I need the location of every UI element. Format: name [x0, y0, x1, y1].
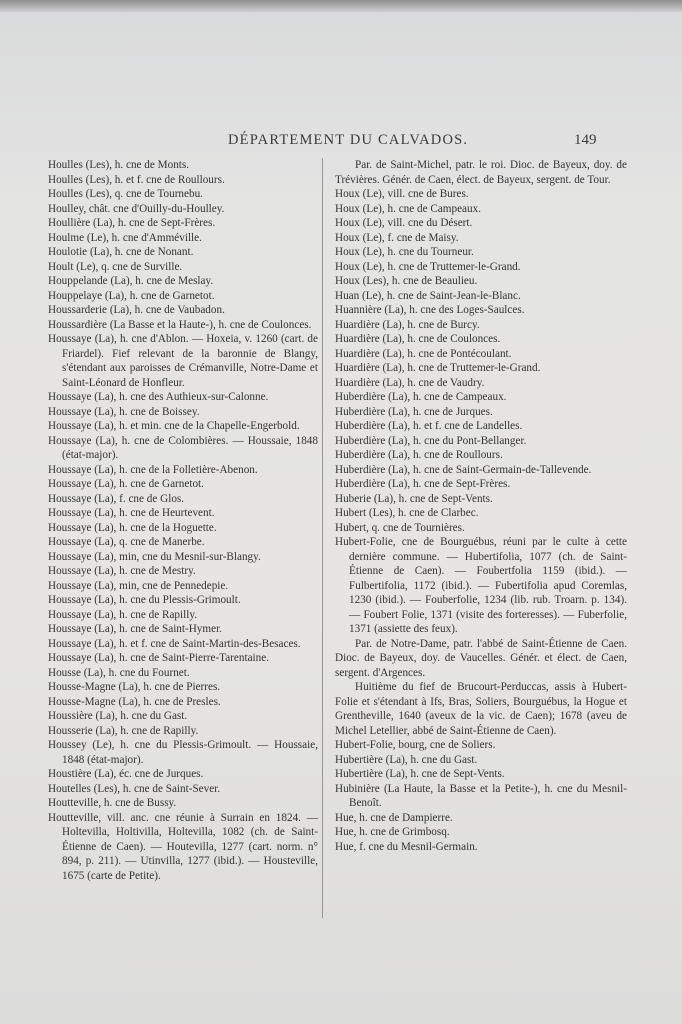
column-divider: [322, 158, 323, 918]
dictionary-entry: Huardière (La), h. cne de Vaudry.: [335, 376, 485, 389]
dictionary-entry: Houppelande (La), h. cne de Meslay.: [48, 275, 214, 287]
dictionary-entry: Huberdière (La), h. cne de Campeaux.: [335, 391, 507, 403]
dictionary-entry: Houssaye (La), h. cne des Authieux-sur-Calonne.: [48, 391, 269, 403]
dictionary-entry: Houssaye (La), min, cne du Mesnil-sur-Blangy.: [48, 550, 261, 563]
dictionary-entry: Huberdière (La), h. cne de Saint-Germain-de-Tallevende.: [335, 463, 592, 476]
dictionary-entry: Hue, h. cne de Grimbosq.: [335, 826, 450, 838]
dictionary-entry: Huberdière (La), h. cne du Pont-Bellanger.: [335, 434, 527, 447]
dictionary-entry: Huberdière (La), h. cne de Sept-Frères.: [335, 478, 511, 490]
dictionary-entry: Houlles (Les), h. et f. cne de Roullours.: [48, 173, 225, 186]
page-title: DÉPARTEMENT DU CALVADOS.: [228, 132, 469, 148]
dictionary-entry: Hoult (Le), q. cne de Surville.: [48, 260, 183, 273]
dictionary-entry: Houssaye (La), h. cne d'Ablon. — Hoxeia, v. 1260 (cart. de Friardel). Fief relevant de la baronnie de Blangy, s'étendant aux paroisses de Crémanville, Notre-Dame et Saint-Léonard de Honfleur.: [48, 333, 318, 389]
dictionary-entry: Houssaye (La), h. cne de Garnetot.: [48, 478, 204, 490]
dictionary-entry: Hubert-Folie, cne de Bourguébus, réuni par le culte à cette dernière commune. — Hubertifolia, 1077 (ch. de Saint-Étienne de Caen). — Foubertfolia 1159 (ibid.). — Fulbertifolia, 1172 (ibid.). — Fubertifolia apud Coremlas, 1230 (ibid.). — Fouberfolie, 1234 (lib. rub. Troarn. p. 134). — Foubert Folie, 1371 (visite des forteresses). — Fuberfolie, 1371 (assiette des feux).: [335, 536, 627, 635]
dictionary-entry: Houllière (La), h. cne de Sept-Frères.: [48, 217, 216, 229]
left-column: [48, 158, 318, 883]
dictionary-entry: Hubinière (La Haute, la Basse et la Petite-), h. cne du Mesnil-Benoît.: [335, 782, 627, 809]
dictionary-entry: Huan (Le), h. cne de Saint-Jean-le-Blanc.: [335, 289, 521, 302]
dictionary-entry: Houssey (Le), h. cne du Plessis-Grimoult. — Houssaie, 1848 (état-major).: [48, 739, 318, 766]
dictionary-entry: Housse-Magne (La), h. cne de Pierres.: [48, 681, 221, 693]
dictionary-entry: Houssaye (La), min, cne de Pennedepie.: [48, 579, 229, 592]
dictionary-entry: Houssaye (La), h. et f. cne de Saint-Martin-des-Besaces.: [48, 637, 301, 650]
dictionary-entry: Houssaye (La), h. et min. cne de la Chapelle-Engerbold.: [48, 420, 300, 432]
dictionary-entry: Huberie (La), h. cne de Sept-Vents.: [335, 492, 493, 505]
dictionary-entry: Houtelles (Les), h. cne de Saint-Sever.: [48, 782, 221, 795]
dictionary-entry: Huannière (La), h. cne des Loges-Saulces.: [335, 304, 525, 316]
dictionary-entry: Houx (Le), vill. cne du Désert.: [335, 217, 473, 229]
dictionary-entry: Houtteville, vill. anc. cne réunie à Surrain en 1824. — Holtevilla, Holtivilla, Holtevilla, 1082 (ch. de Saint-Étienne de Caen). — Houtevilla, 1277 (cart. norm. n° 894, p. 211). — Utinvilla, 1277 (ibid.). — Housteville, 1675 (carte de Petite).: [48, 811, 318, 882]
dictionary-entry: Houssaye (La), q. cne de Manerbe.: [48, 536, 205, 548]
right-column: [335, 158, 627, 854]
dictionary-entry: Houssaye (La), h. cne de Saint-Pierre-Tarentaine.: [48, 652, 270, 664]
dictionary-entry: Huardière (La), h. cne de Coulonces.: [335, 333, 501, 345]
dictionary-entry: Houssaye (La), h. cne de Saint-Hymer.: [48, 623, 222, 635]
dictionary-entry: Huberdière (La), h. cne de Roullours.: [335, 449, 503, 461]
dictionary-entry: Hue, h. cne de Dampierre.: [335, 811, 453, 824]
dictionary-entry: Housse (La), h. cne du Fournet.: [48, 666, 190, 679]
dictionary-entry: Houlotie (La), h. cne de Nonant.: [48, 246, 194, 258]
dictionary-entry: Houstière (La), éc. cne de Jurques.: [48, 768, 204, 780]
dictionary-entry: Huardière (La), h. cne de Truttemer-le-Grand.: [335, 362, 541, 374]
dictionary-entry: Houlme (Le), h. cne d'Amméville.: [48, 231, 202, 244]
dictionary-entry: Houx (Le), vill. cne de Bures.: [335, 188, 469, 200]
dictionary-entry: Housserie (La), h. cne de Rapilly.: [48, 724, 199, 737]
dictionary-entry: Houssarderie (La), h. cne de Vaubadon.: [48, 304, 225, 316]
dictionary-entry: Hubertière (La), h. cne du Gast.: [335, 753, 478, 766]
dictionary-entry: Houssaye (La), h. cne de Mestry.: [48, 565, 196, 577]
dictionary-entry: Houssaye (La), h. cne de Colombières. — Houssaie, 1848 (état-major).: [48, 434, 318, 461]
dictionary-entry: Huberdière (La), h. cne de Jurques.: [335, 405, 493, 418]
dictionary-entry: Hubert, q. cne de Tournières.: [335, 521, 465, 534]
dictionary-entry: Houssaye (La), h. cne de la Hoguette.: [48, 521, 217, 534]
dictionary-entry: Houssaye (La), h. cne de Heurtevent.: [48, 507, 215, 519]
dictionary-entry: Housse-Magne (La), h. cne de Presles.: [48, 695, 221, 708]
dictionary-entry: Huardière (La), h. cne de Burcy.: [335, 318, 480, 331]
page-number: 149: [574, 132, 597, 148]
dictionary-entry: Hubert (Les), h. cne de Clarbec.: [335, 507, 479, 519]
dictionary-entry: Hubert-Folie, bourg, cne de Soliers.: [335, 739, 496, 751]
page-edge-shadow: [0, 0, 682, 12]
dictionary-entry: Huberdière (La), h. et f. cne de Landelles.: [335, 420, 523, 432]
dictionary-entry: Huitième du fief de Brucourt-Perduccas, assis à Hubert-Folie et s'étendant à Ifs, Bras, Soliers, Bourguébus, la Hogue et Grentheville, 1640 (aveux de la vic. de Caen); 1678 (aveu de Michel Letellier, abbé de Saint-Étienne de Caen).: [335, 681, 627, 737]
dictionary-entry: Houx (Le), f. cne de Maisy.: [335, 231, 459, 244]
dictionary-entry: Houssière (La), h. cne du Gast.: [48, 710, 188, 722]
dictionary-entry: Houlles (Les), q. cne de Tournebu.: [48, 188, 203, 200]
dictionary-entry: Par. de Saint-Michel, patr. le roi. Dioc. de Bayeux, doy. de Trévières. Génér. de Caen, élect. de Bayeux, sergent. de Tour.: [335, 159, 627, 186]
dictionary-entry: Hubertière (La), h. cne de Sept-Vents.: [335, 768, 505, 780]
dictionary-entry: Houx (Le), h. cne du Tourneur.: [335, 246, 474, 258]
dictionary-entry: Houssaye (La), h. cne de Rapilly.: [48, 608, 198, 621]
dictionary-entry: Houx (Les), h. cne de Beaulieu.: [335, 275, 478, 287]
dictionary-entry: Houx (Le), h. cne de Truttemer-le-Grand.: [335, 260, 521, 273]
dictionary-entry: Houssardière (La Basse et la Haute-), h. cne de Coulonces.: [48, 318, 312, 331]
dictionary-entry: Hue, f. cne du Mesnil-Germain.: [335, 840, 478, 853]
dictionary-entry: Houx (Le), h. cne de Campeaux.: [335, 202, 482, 215]
dictionary-entry: Houssaye (La), f. cne de Glos.: [48, 492, 185, 505]
dictionary-entry: Houssaye (La), h. cne du Plessis-Grimoult.: [48, 594, 241, 606]
dictionary-entry: Houssaye (La), h. cne de Boissey.: [48, 405, 200, 418]
dictionary-entry: Houlles (Les), h. cne de Monts.: [48, 159, 190, 171]
dictionary-entry: Par. de Notre-Dame, patr. l'abbé de Saint-Étienne de Caen. Dioc. de Bayeux, doy. de Vaucelles. Génér. et élect. de Caen, sergent. d'Argences.: [335, 637, 627, 679]
dictionary-entry: Houtteville, h. cne de Bussy.: [48, 797, 177, 809]
dictionary-entry: Houssaye (La), h. cne de la Folletière-Abenon.: [48, 463, 258, 476]
dictionary-entry: Huardière (La), h. cne de Pontécoulant.: [335, 347, 512, 360]
dictionary-entry: Houlley, chât. cne d'Ouilly-du-Houlley.: [48, 202, 225, 215]
dictionary-entry: Houppelaye (La), h. cne de Garnetot.: [48, 289, 215, 302]
page-header: [0, 132, 682, 152]
